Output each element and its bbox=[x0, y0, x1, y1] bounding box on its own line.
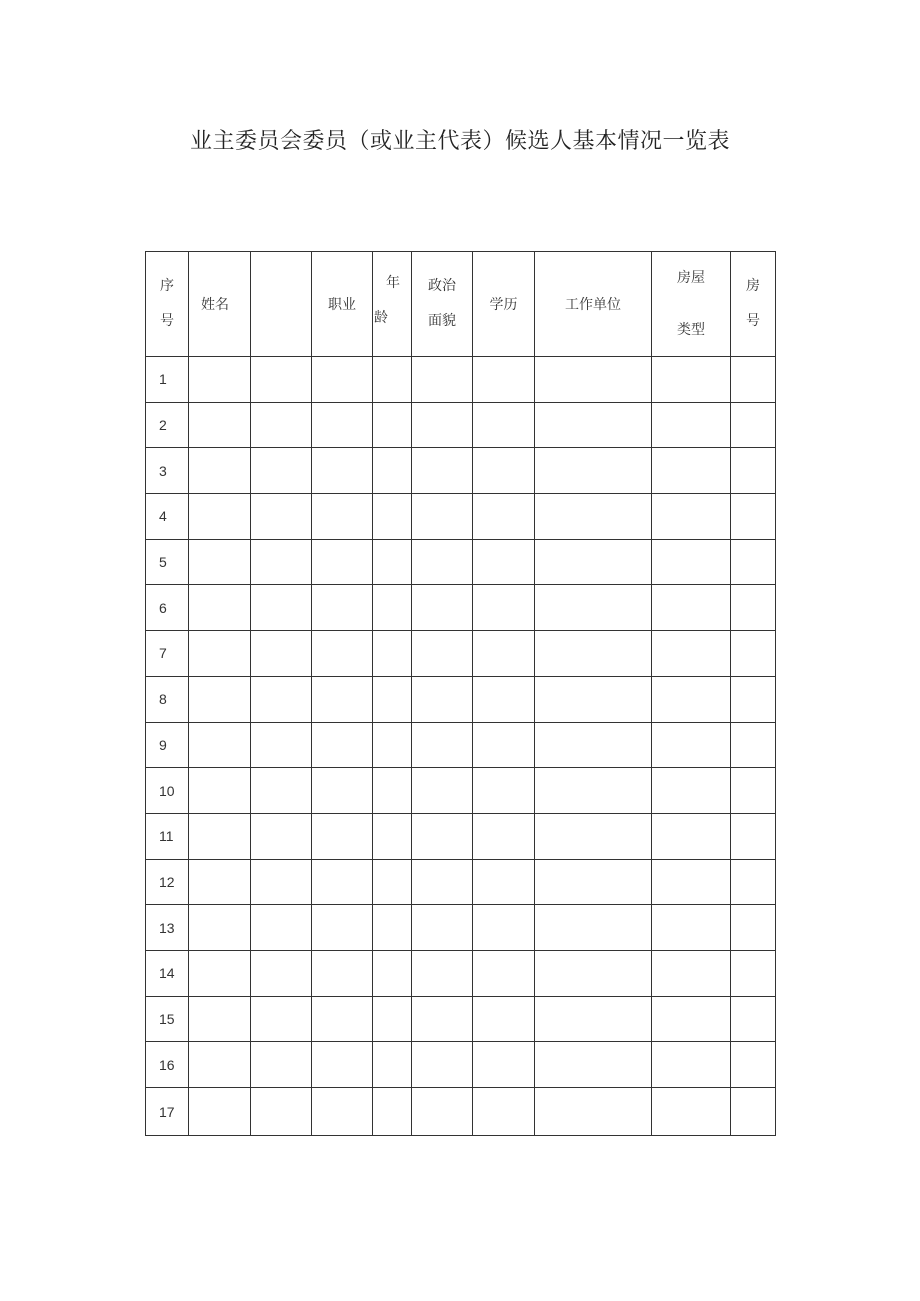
table-cell bbox=[189, 402, 251, 448]
table-cell bbox=[251, 1042, 312, 1088]
header-age: 年 龄 bbox=[373, 252, 412, 357]
table-cell bbox=[189, 950, 251, 996]
table-cell bbox=[652, 539, 731, 585]
table-cell bbox=[312, 631, 373, 677]
table-cell bbox=[373, 905, 412, 951]
header-education: 学历 bbox=[473, 252, 535, 357]
table-cell bbox=[535, 357, 652, 403]
table-cell bbox=[412, 676, 473, 722]
table-cell bbox=[373, 402, 412, 448]
table-cell bbox=[373, 950, 412, 996]
row-number: 13 bbox=[146, 905, 189, 951]
table-cell bbox=[473, 859, 535, 905]
row-number: 12 bbox=[146, 859, 189, 905]
table-cell bbox=[312, 676, 373, 722]
table-cell bbox=[373, 859, 412, 905]
row-number: 5 bbox=[146, 539, 189, 585]
table-cell bbox=[312, 905, 373, 951]
table-cell bbox=[652, 585, 731, 631]
table-cell bbox=[312, 1042, 373, 1088]
table-row bbox=[146, 1042, 776, 1088]
table-cell bbox=[731, 1088, 776, 1136]
table-row bbox=[146, 631, 776, 677]
table-cell bbox=[251, 494, 312, 540]
table-cell bbox=[189, 494, 251, 540]
table-cell bbox=[251, 722, 312, 768]
table-cell bbox=[373, 631, 412, 677]
table-cell bbox=[189, 722, 251, 768]
table-cell bbox=[189, 859, 251, 905]
table-cell bbox=[251, 996, 312, 1042]
table-cell bbox=[535, 1042, 652, 1088]
table-cell bbox=[731, 813, 776, 859]
table-cell bbox=[731, 905, 776, 951]
table-cell bbox=[731, 448, 776, 494]
table-cell bbox=[189, 905, 251, 951]
table-cell bbox=[251, 1088, 312, 1136]
table-cell bbox=[731, 539, 776, 585]
table-cell bbox=[473, 357, 535, 403]
table-cell bbox=[189, 631, 251, 677]
row-number: 7 bbox=[146, 631, 189, 677]
table-cell bbox=[731, 357, 776, 403]
table-cell bbox=[412, 494, 473, 540]
table-cell bbox=[652, 402, 731, 448]
table-cell bbox=[312, 357, 373, 403]
table-cell bbox=[189, 448, 251, 494]
table-cell bbox=[535, 676, 652, 722]
table-cell bbox=[373, 996, 412, 1042]
table-cell bbox=[473, 494, 535, 540]
table-cell bbox=[189, 1088, 251, 1136]
table-row bbox=[146, 1088, 776, 1136]
table-cell bbox=[731, 722, 776, 768]
table-cell bbox=[373, 768, 412, 814]
candidate-table bbox=[145, 251, 776, 1136]
row-number: 3 bbox=[146, 448, 189, 494]
table-cell bbox=[189, 1042, 251, 1088]
table-cell bbox=[251, 402, 312, 448]
table-cell bbox=[652, 676, 731, 722]
table-cell bbox=[412, 950, 473, 996]
table-cell bbox=[535, 402, 652, 448]
table-cell bbox=[373, 448, 412, 494]
table-cell bbox=[412, 722, 473, 768]
table-cell bbox=[535, 996, 652, 1042]
row-number: 4 bbox=[146, 494, 189, 540]
table-cell bbox=[652, 357, 731, 403]
table-cell bbox=[652, 950, 731, 996]
table-cell bbox=[473, 539, 535, 585]
table-row bbox=[146, 859, 776, 905]
table-cell bbox=[412, 768, 473, 814]
table-cell bbox=[473, 676, 535, 722]
table-row bbox=[146, 722, 776, 768]
table-cell bbox=[412, 357, 473, 403]
table-cell bbox=[535, 1088, 652, 1136]
table-cell bbox=[373, 539, 412, 585]
table-cell bbox=[473, 631, 535, 677]
table-cell bbox=[535, 494, 652, 540]
table-cell bbox=[189, 357, 251, 403]
table-cell bbox=[473, 768, 535, 814]
table-cell bbox=[312, 722, 373, 768]
table-cell bbox=[535, 768, 652, 814]
table-cell bbox=[412, 1042, 473, 1088]
header-political: 政治 面貌 bbox=[412, 252, 473, 357]
table-cell bbox=[412, 1088, 473, 1136]
table-cell bbox=[731, 402, 776, 448]
row-number: 16 bbox=[146, 1042, 189, 1088]
table-row bbox=[146, 402, 776, 448]
header-occupation: 职业 bbox=[312, 252, 373, 357]
table-cell bbox=[412, 996, 473, 1042]
table-cell bbox=[412, 402, 473, 448]
row-number: 14 bbox=[146, 950, 189, 996]
row-number: 8 bbox=[146, 676, 189, 722]
table-cell bbox=[312, 950, 373, 996]
table-cell bbox=[412, 448, 473, 494]
table-row bbox=[146, 950, 776, 996]
table-cell bbox=[652, 905, 731, 951]
table-cell bbox=[251, 768, 312, 814]
table-cell bbox=[189, 676, 251, 722]
table-cell bbox=[652, 494, 731, 540]
row-number: 2 bbox=[146, 402, 189, 448]
table-row bbox=[146, 996, 776, 1042]
table-cell bbox=[535, 813, 652, 859]
table-cell bbox=[312, 859, 373, 905]
table-cell bbox=[373, 676, 412, 722]
row-number: 9 bbox=[146, 722, 189, 768]
table-row bbox=[146, 357, 776, 403]
table-cell bbox=[251, 585, 312, 631]
table-cell bbox=[473, 585, 535, 631]
table-cell bbox=[473, 1088, 535, 1136]
table-cell bbox=[189, 539, 251, 585]
table-cell bbox=[312, 402, 373, 448]
table-row bbox=[146, 905, 776, 951]
table-cell bbox=[251, 357, 312, 403]
table-cell bbox=[652, 631, 731, 677]
table-cell bbox=[312, 996, 373, 1042]
row-number: 10 bbox=[146, 768, 189, 814]
table-row bbox=[146, 768, 776, 814]
table-cell bbox=[373, 585, 412, 631]
table-cell bbox=[535, 585, 652, 631]
table-cell bbox=[652, 813, 731, 859]
table-cell bbox=[189, 813, 251, 859]
row-number: 17 bbox=[146, 1088, 189, 1136]
table-cell bbox=[412, 905, 473, 951]
table-cell bbox=[731, 768, 776, 814]
header-workplace: 工作单位 bbox=[535, 252, 652, 357]
row-number: 15 bbox=[146, 996, 189, 1042]
table-cell bbox=[652, 1042, 731, 1088]
table-cell bbox=[731, 950, 776, 996]
table-cell bbox=[251, 813, 312, 859]
table-cell bbox=[373, 1042, 412, 1088]
table-cell bbox=[373, 722, 412, 768]
table-cell bbox=[373, 813, 412, 859]
table-cell bbox=[535, 859, 652, 905]
row-number: 11 bbox=[146, 813, 189, 859]
table-row bbox=[146, 676, 776, 722]
table-cell bbox=[373, 357, 412, 403]
table-cell bbox=[312, 813, 373, 859]
table-cell bbox=[412, 631, 473, 677]
table-cell bbox=[731, 676, 776, 722]
table-cell bbox=[473, 1042, 535, 1088]
table-cell bbox=[251, 448, 312, 494]
header-room-no: 房 号 bbox=[731, 252, 776, 357]
table-cell bbox=[731, 631, 776, 677]
table-cell bbox=[251, 859, 312, 905]
row-number: 1 bbox=[146, 357, 189, 403]
table-row bbox=[146, 448, 776, 494]
table-cell bbox=[535, 448, 652, 494]
table-cell bbox=[473, 996, 535, 1042]
table-cell bbox=[652, 859, 731, 905]
row-number: 6 bbox=[146, 585, 189, 631]
table-cell bbox=[312, 494, 373, 540]
table-cell bbox=[535, 631, 652, 677]
table-cell bbox=[251, 950, 312, 996]
table-row bbox=[146, 813, 776, 859]
table-cell bbox=[652, 722, 731, 768]
header-blank bbox=[251, 252, 312, 357]
table-cell bbox=[312, 768, 373, 814]
header-house-type: 房屋 类型 bbox=[652, 252, 731, 357]
table-cell bbox=[535, 905, 652, 951]
table-row bbox=[146, 539, 776, 585]
table-cell bbox=[312, 585, 373, 631]
table-cell bbox=[312, 1088, 373, 1136]
table-cell bbox=[652, 1088, 731, 1136]
table-cell bbox=[251, 539, 312, 585]
table-cell bbox=[535, 722, 652, 768]
table-cell bbox=[373, 1088, 412, 1136]
table-cell bbox=[652, 996, 731, 1042]
table-cell bbox=[731, 1042, 776, 1088]
table-cell bbox=[189, 585, 251, 631]
table-cell bbox=[312, 448, 373, 494]
table-cell bbox=[473, 402, 535, 448]
table-cell bbox=[473, 448, 535, 494]
table-cell bbox=[731, 585, 776, 631]
table-cell bbox=[652, 768, 731, 814]
table-cell bbox=[412, 539, 473, 585]
table-cell bbox=[251, 676, 312, 722]
table-row bbox=[146, 585, 776, 631]
header-name: 姓名 bbox=[189, 252, 251, 357]
table-cell bbox=[731, 859, 776, 905]
table-cell bbox=[535, 539, 652, 585]
table-cell bbox=[312, 539, 373, 585]
table-cell bbox=[473, 813, 535, 859]
table-cell bbox=[473, 905, 535, 951]
header-seq: 序 号 bbox=[146, 252, 189, 357]
table-cell bbox=[731, 494, 776, 540]
table-cell bbox=[251, 905, 312, 951]
table-cell bbox=[412, 585, 473, 631]
table-cell bbox=[373, 494, 412, 540]
table-row bbox=[146, 494, 776, 540]
table-cell bbox=[189, 768, 251, 814]
document-title: 业主委员会委员（或业主代表）候选人基本情况一览表 bbox=[189, 129, 730, 154]
table-cell bbox=[473, 950, 535, 996]
table-cell bbox=[535, 950, 652, 996]
table-cell bbox=[251, 631, 312, 677]
table-cell bbox=[189, 996, 251, 1042]
table-cell bbox=[412, 813, 473, 859]
table-cell bbox=[652, 448, 731, 494]
header-row bbox=[146, 252, 776, 357]
table-cell bbox=[473, 722, 535, 768]
table-cell bbox=[731, 996, 776, 1042]
table-cell bbox=[412, 859, 473, 905]
